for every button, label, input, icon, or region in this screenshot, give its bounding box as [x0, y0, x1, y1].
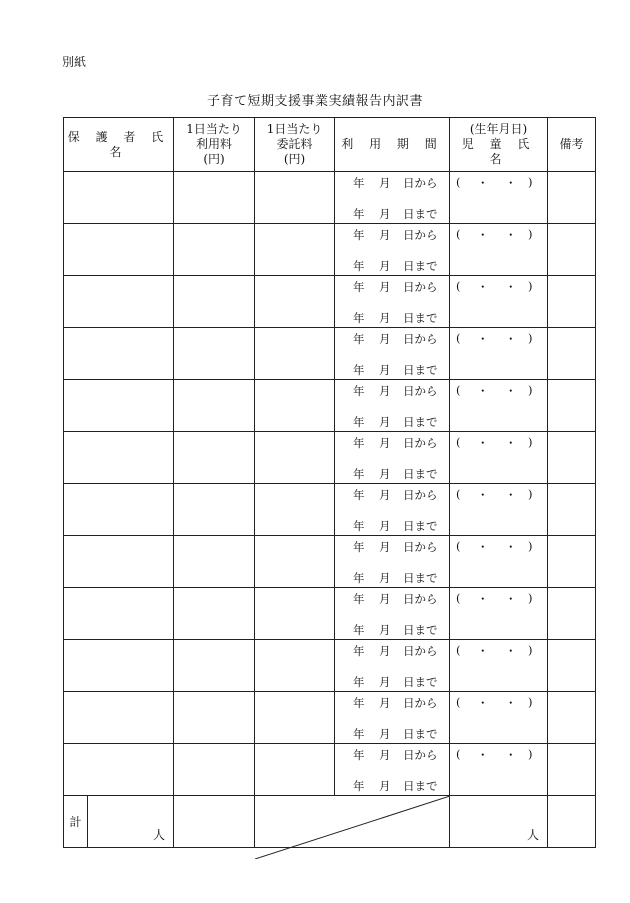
child-cell[interactable]: [450, 536, 548, 588]
remarks-cell[interactable]: [548, 484, 596, 536]
usage-fee-cell[interactable]: [174, 380, 255, 432]
child-cell[interactable]: [450, 432, 548, 484]
commission-cell[interactable]: [255, 380, 335, 432]
child-cell[interactable]: [450, 276, 548, 328]
birthdate-placeholder: ( ・ ・ ): [456, 279, 533, 294]
total-diagonal-cell: [255, 796, 450, 848]
commission-cell[interactable]: [255, 744, 335, 796]
usage-fee-cell[interactable]: [174, 484, 255, 536]
table-row: [64, 692, 596, 744]
page-title: 子育て短期支援事業実績報告内訳書: [206, 94, 423, 109]
commission-cell[interactable]: [255, 484, 335, 536]
table-row: [64, 224, 596, 276]
header-daily-usage-fee: 1日当たり 利用料 (円): [174, 118, 255, 172]
usage-fee-cell[interactable]: [174, 224, 255, 276]
child-cell[interactable]: [450, 224, 548, 276]
birthdate-placeholder: ( ・ ・ ): [456, 383, 533, 398]
child-cell[interactable]: [450, 744, 548, 796]
birthdate-placeholder: ( ・ ・ ): [456, 539, 533, 554]
usage-fee-cell[interactable]: [174, 588, 255, 640]
guardian-name-cell[interactable]: [64, 172, 174, 224]
usage-fee-cell[interactable]: [174, 640, 255, 692]
period-cell[interactable]: 年 月 日から 年 月 日まで: [335, 172, 450, 224]
period-cell[interactable]: 年 月 日から 年 月 日まで: [335, 276, 450, 328]
header-daily-commission: 1日当たり 委託料 (円): [255, 118, 335, 172]
child-cell[interactable]: [450, 380, 548, 432]
remarks-cell[interactable]: [548, 432, 596, 484]
birthdate-placeholder: ( ・ ・ ): [456, 331, 533, 346]
remarks-cell[interactable]: [548, 588, 596, 640]
birthdate-placeholder: ( ・ ・ ): [456, 591, 533, 606]
commission-cell[interactable]: [255, 432, 335, 484]
period-cell[interactable]: 年 月 日から 年 月 日まで: [335, 380, 450, 432]
guardian-name-cell[interactable]: [64, 692, 174, 744]
header-child: (生年月日) 児 童 氏 名: [450, 118, 548, 172]
total-usage-fee[interactable]: [174, 796, 255, 848]
remarks-cell[interactable]: [548, 744, 596, 796]
table-row: [64, 744, 596, 796]
remarks-cell[interactable]: [548, 640, 596, 692]
commission-cell[interactable]: [255, 328, 335, 380]
guardian-name-cell[interactable]: [64, 432, 174, 484]
guardian-name-cell[interactable]: [64, 484, 174, 536]
guardian-name-cell[interactable]: [64, 588, 174, 640]
birthdate-placeholder: ( ・ ・ ): [456, 227, 533, 242]
period-cell[interactable]: 年 月 日から 年 月 日まで: [335, 744, 450, 796]
usage-fee-cell[interactable]: [174, 276, 255, 328]
total-guardian-count[interactable]: 人: [88, 796, 174, 848]
total-label: 計: [64, 796, 88, 848]
period-cell[interactable]: 年 月 日から 年 月 日まで: [335, 432, 450, 484]
guardian-name-cell[interactable]: [64, 224, 174, 276]
birthdate-placeholder: ( ・ ・ ): [456, 747, 533, 762]
period-cell[interactable]: 年 月 日から 年 月 日まで: [335, 640, 450, 692]
commission-cell[interactable]: [255, 640, 335, 692]
table-row: [64, 276, 596, 328]
table-row: [64, 172, 596, 224]
child-cell[interactable]: [450, 328, 548, 380]
guardian-name-cell[interactable]: [64, 744, 174, 796]
period-cell[interactable]: 年 月 日から 年 月 日まで: [335, 536, 450, 588]
table-row: [64, 380, 596, 432]
total-remarks[interactable]: [548, 796, 596, 848]
table-row: [64, 328, 596, 380]
commission-cell[interactable]: [255, 588, 335, 640]
usage-fee-cell[interactable]: [174, 432, 255, 484]
commission-cell[interactable]: [255, 536, 335, 588]
diagonal-line: [255, 796, 450, 859]
report-table: [63, 117, 596, 848]
remarks-cell[interactable]: [548, 692, 596, 744]
header-row: [64, 118, 596, 172]
remarks-cell[interactable]: [548, 224, 596, 276]
period-cell[interactable]: 年 月 日から 年 月 日まで: [335, 224, 450, 276]
commission-cell[interactable]: [255, 276, 335, 328]
guardian-name-cell[interactable]: [64, 640, 174, 692]
commission-cell[interactable]: [255, 224, 335, 276]
guardian-name-cell[interactable]: [64, 536, 174, 588]
birthdate-placeholder: ( ・ ・ ): [456, 487, 533, 502]
header-period: 利 用 期 間: [335, 118, 450, 172]
table-row: [64, 588, 596, 640]
usage-fee-cell[interactable]: [174, 692, 255, 744]
guardian-name-cell[interactable]: [64, 380, 174, 432]
total-child-count[interactable]: 人: [450, 796, 548, 848]
period-cell[interactable]: 年 月 日から 年 月 日まで: [335, 484, 450, 536]
usage-fee-cell[interactable]: [174, 172, 255, 224]
period-cell[interactable]: 年 月 日から 年 月 日まで: [335, 692, 450, 744]
usage-fee-cell[interactable]: [174, 536, 255, 588]
usage-fee-cell[interactable]: [174, 744, 255, 796]
birthdate-placeholder: ( ・ ・ ): [456, 695, 533, 710]
remarks-cell[interactable]: [548, 536, 596, 588]
birthdate-placeholder: ( ・ ・ ): [456, 175, 533, 190]
table-row: [64, 432, 596, 484]
remarks-cell[interactable]: [548, 328, 596, 380]
child-cell[interactable]: [450, 692, 548, 744]
table-row: [64, 536, 596, 588]
birthdate-placeholder: ( ・ ・ ): [456, 435, 533, 450]
child-cell[interactable]: [450, 484, 548, 536]
child-cell[interactable]: [450, 172, 548, 224]
child-cell[interactable]: [450, 640, 548, 692]
usage-fee-cell[interactable]: [174, 328, 255, 380]
table-row: [64, 484, 596, 536]
table-row: [64, 640, 596, 692]
child-cell[interactable]: [450, 588, 548, 640]
attachment-label: 別紙: [62, 55, 87, 69]
remarks-cell[interactable]: [548, 380, 596, 432]
period-cell[interactable]: 年 月 日から 年 月 日まで: [335, 588, 450, 640]
remarks-cell[interactable]: [548, 172, 596, 224]
header-guardian: 保 護 者 氏 名: [64, 118, 174, 172]
header-remarks: 備考: [548, 118, 596, 172]
period-cell[interactable]: 年 月 日から 年 月 日まで: [335, 328, 450, 380]
commission-cell[interactable]: [255, 692, 335, 744]
commission-cell[interactable]: [255, 172, 335, 224]
birthdate-placeholder: ( ・ ・ ): [456, 643, 533, 658]
remarks-cell[interactable]: [548, 276, 596, 328]
total-row: [64, 796, 596, 848]
guardian-name-cell[interactable]: [64, 328, 174, 380]
guardian-name-cell[interactable]: [64, 276, 174, 328]
